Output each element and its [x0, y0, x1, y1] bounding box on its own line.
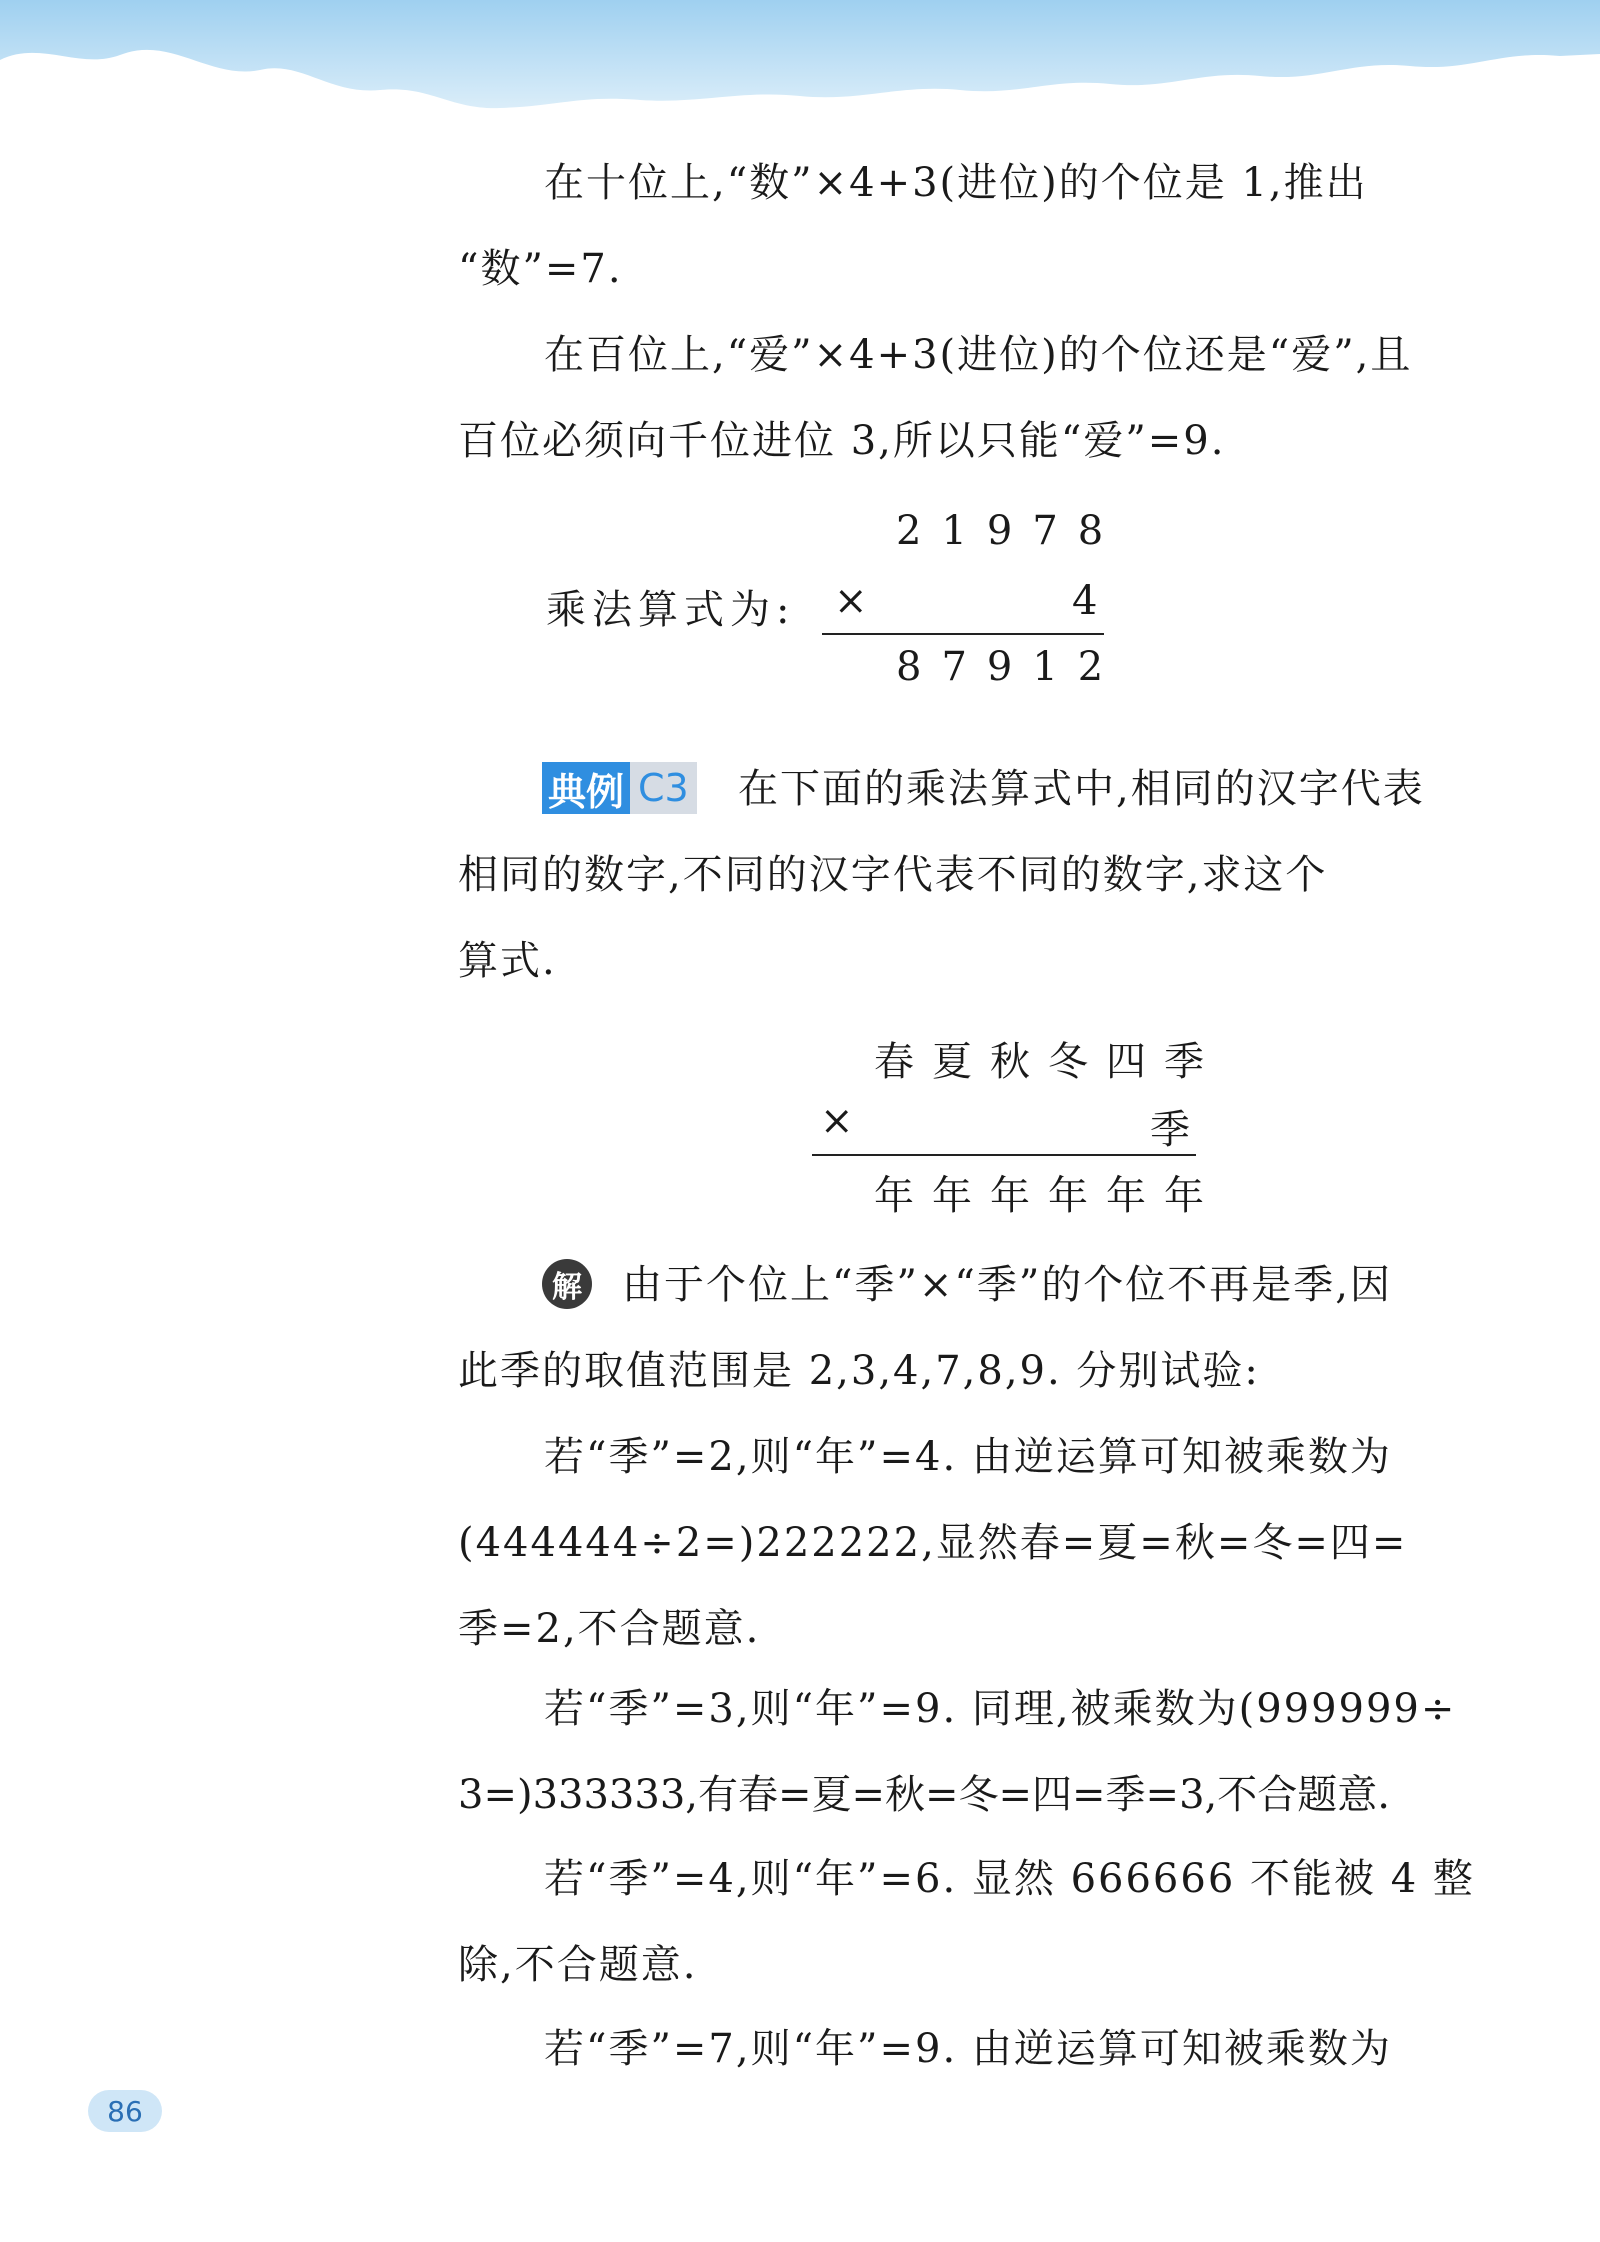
solution-p5-line-1: 若“季”=7,则“年”=9. 由逆运算可知被乘数为	[544, 2026, 1392, 2072]
solution-paragraph-3	[458, 1666, 1466, 1838]
solution-paragraph-2	[458, 1414, 1466, 1672]
solution-p2-line-2: (444444÷2=)222222,显然春=夏=秋=冬=四=	[458, 1520, 1408, 1566]
solution-p1-line-2: 此季的取值范围是 2,3,4,7,8,9. 分别试验:	[458, 1348, 1260, 1394]
mult1-rule	[822, 633, 1104, 635]
example-paragraph	[458, 746, 1466, 1004]
page-number: 86	[88, 2090, 162, 2132]
example-line-3: 算式.	[458, 938, 557, 984]
solution-p2-line-1: 若“季”=2,则“年”=4. 由逆运算可知被乘数为	[544, 1434, 1392, 1480]
solution-p1-line-1: 由于个位上“季”×“季”的个位不再是季,因	[622, 1262, 1393, 1308]
solution-paragraph-5	[458, 2006, 1466, 2092]
mult2-product: 年年年年年年	[874, 1173, 1222, 1219]
solution-icon: 解	[542, 1259, 592, 1309]
solution-p3-line-1: 若“季”=3,则“年”=9. 同理,被乘数为(999999÷	[544, 1686, 1457, 1732]
intro-paragraph-1	[458, 140, 1466, 312]
example-badge-label: 典例	[542, 762, 630, 814]
intro-p1-line-1: 在十位上,“数”×4+3(进位)的个位是 1,推出	[544, 160, 1368, 206]
cloud-decoration	[0, 0, 1600, 130]
mult2-multiplicand: 春夏秋冬四季	[874, 1039, 1222, 1085]
intro-p2-line-2: 百位必须向千位进位 3,所以只能“爱”=9.	[458, 418, 1226, 464]
intro-p2-line-1: 在百位上,“爱”×4+3(进位)的个位还是“爱”,且	[544, 332, 1413, 378]
solution-paragraph-4	[458, 1836, 1475, 2008]
mult1-multiplier: 4	[1072, 578, 1118, 624]
example-line-2: 相同的数字,不同的汉字代表不同的数字,求这个	[458, 852, 1328, 898]
mult2-rule	[812, 1154, 1196, 1156]
mult2-multiplier: 季	[1150, 1107, 1208, 1153]
multiplication-label: 乘法算式为:	[546, 587, 796, 633]
mult1-multiplicand: 21978	[896, 508, 1124, 554]
mult1-product: 87912	[896, 644, 1124, 690]
mult2-times-sign: ×	[820, 1098, 854, 1144]
header-cloud-band	[0, 0, 1600, 130]
example-badge-code: C3	[630, 762, 697, 814]
intro-paragraph-2	[458, 312, 1466, 484]
solution-paragraph-1	[458, 1242, 1466, 1414]
example-line-1: 在下面的乘法算式中,相同的汉字代表	[738, 766, 1425, 812]
mult1-times-sign: ×	[834, 578, 868, 624]
solution-p3-line-2: 3=)333333,有春=夏=秋=冬=四=季=3,不合题意.	[458, 1772, 1390, 1818]
solution-p4-line-2: 除,不合题意.	[458, 1942, 698, 1988]
solution-p4-line-1: 若“季”=4,则“年”=6. 显然 666666 不能被 4 整	[544, 1856, 1475, 1902]
intro-p1-line-2: “数”=7.	[458, 246, 623, 292]
solution-p2-line-3: 季=2,不合题意.	[458, 1606, 761, 1652]
